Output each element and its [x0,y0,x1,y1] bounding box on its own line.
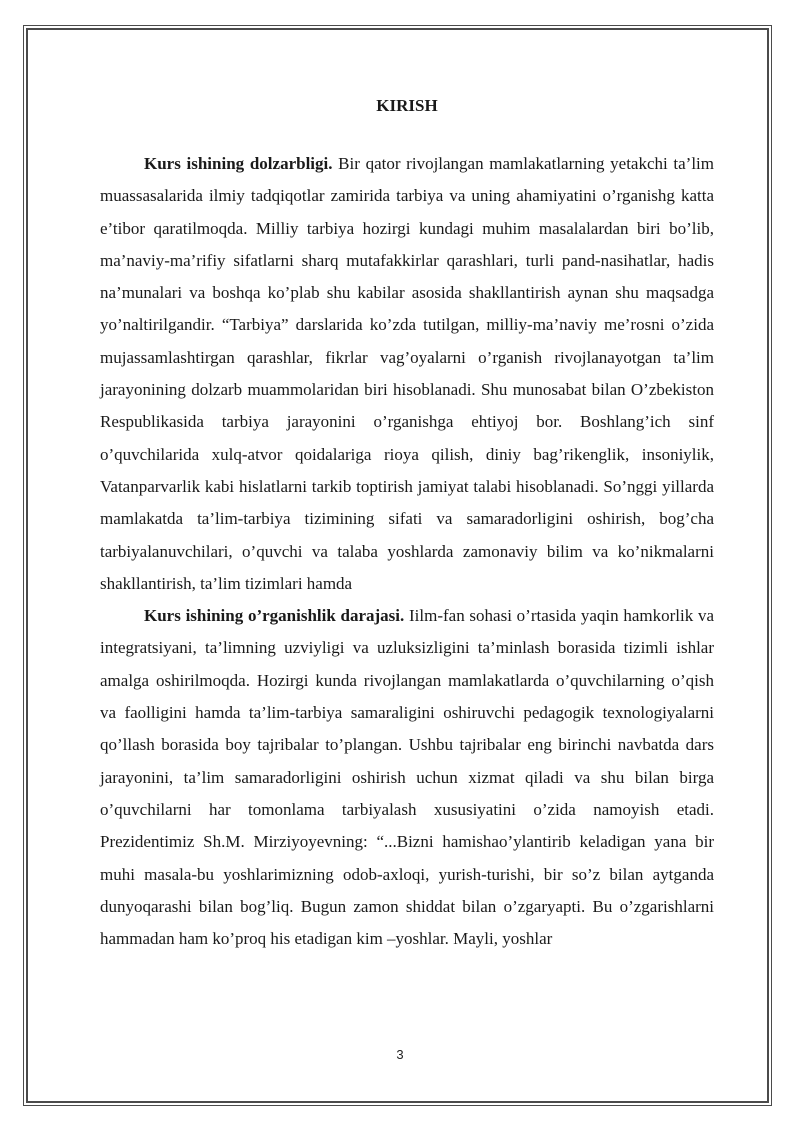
paragraph-study-level [100,600,714,955]
paragraph-text-relevance: Bir qator rivojlangan mamlakatlarning yetakchi ta’lim muassasalarida ilmiy tadqiqotlar zamirida tarbiya va uning ahamiyatini o’rganishg katta e’tibor qaratilmoqda. Milliy tarbiya hozirgi kundagi muhim masalalardan biri bo’lib, ma’naviy-ma’rifiy sifatlarni sharq mutafakkirlar qarashlari, turli pand-nasihatlar, hadis na’munalari va boshqa ko’plab shu kabilar asosida shakllantirish aynan shu maqsadga yo’naltirilgandir. “Tarbiya” darslarida ko’zda tutilgan, milliy-ma’naviy me’rosni o’zida mujassamlashtirgan qarashlar, fikrlar vag’oyalarni o’rganish rivojlanayotgan ta’lim jarayonining dolzarb muammolaridan biri hisoblanadi. Shu munosabat bilan O’zbekiston Respublikasida tarbiya jarayonini o’rganishga ehtiyoj bor. Boshlang’ich sinf o’quvchilarida xulq-atvor qoidalariga rioya qilish, diniy bag’rikenglik, insoniylik, Vatanparvarlik kabi hislatlarni tarkib toptirish jamiyat talabi hisoblanadi. So’nggi yillarda mamlakatda ta’lim-tarbiya tizimining sifati va samaradorligini oshirish, bog’cha tarbiyalanuvchilari, o’quvchi va talaba yoshlarda zamonaviy bilim va ko’nikmalarni shakllantirish, ta’lim tizimlari hamda [100,154,715,593]
page-title: KIRISH [376,96,438,115]
paragraph-relevance [100,148,714,600]
paragraph-heading-relevance: Kurs ishining dolzarbligi. [144,154,333,173]
paragraph-heading-study-level: Kurs ishining o’rganishlik darajasi. [144,606,405,626]
document-body [100,92,714,955]
paragraph-text-study-level: Iilm-fan sohasi o’rtasida yaqin hamkorlik va integratsiyani, ta’limning uzviyligi va uzluksizligini ta’minlash borasida tizimli ishlar amalga oshirilmoqda. Hozirgi kunda rivojlangan mamlakatlarda o’quvchilarning o’qish va faolligini hamda ta’lim-tarbiya samaraligini oshiruvchi pedagogik texnologiyalarni qo’llash borasida boy tajribalar to’plangan. Ushbu tajribalar eng birinchi navbatda dars jarayonini, ta’lim samaradorligini oshirish uchun xizmat qiladi va shu bilan birga o’quvchilarni har tomonlama tarbiyalash xususiyatini o’zida namoyish etadi. Prezidentimiz Sh.M. Mirziyoyevning: “...Bizni hamishao’ylantirib keladigan yana bir muhi masala-bu yoshlarimizning odob-axloqi, yurish-turishi, bir so’z bilan aytganda dunyoqarashi bilan bog’liq. Bugun zamon shiddat bilan o’zgaryapti. Bu o’zgarishlarni hammadan ham ko’proq his etadigan kim –yoshlar. Mayli, yoshlar [100,606,714,949]
page-number: 3 [396,1047,404,1062]
